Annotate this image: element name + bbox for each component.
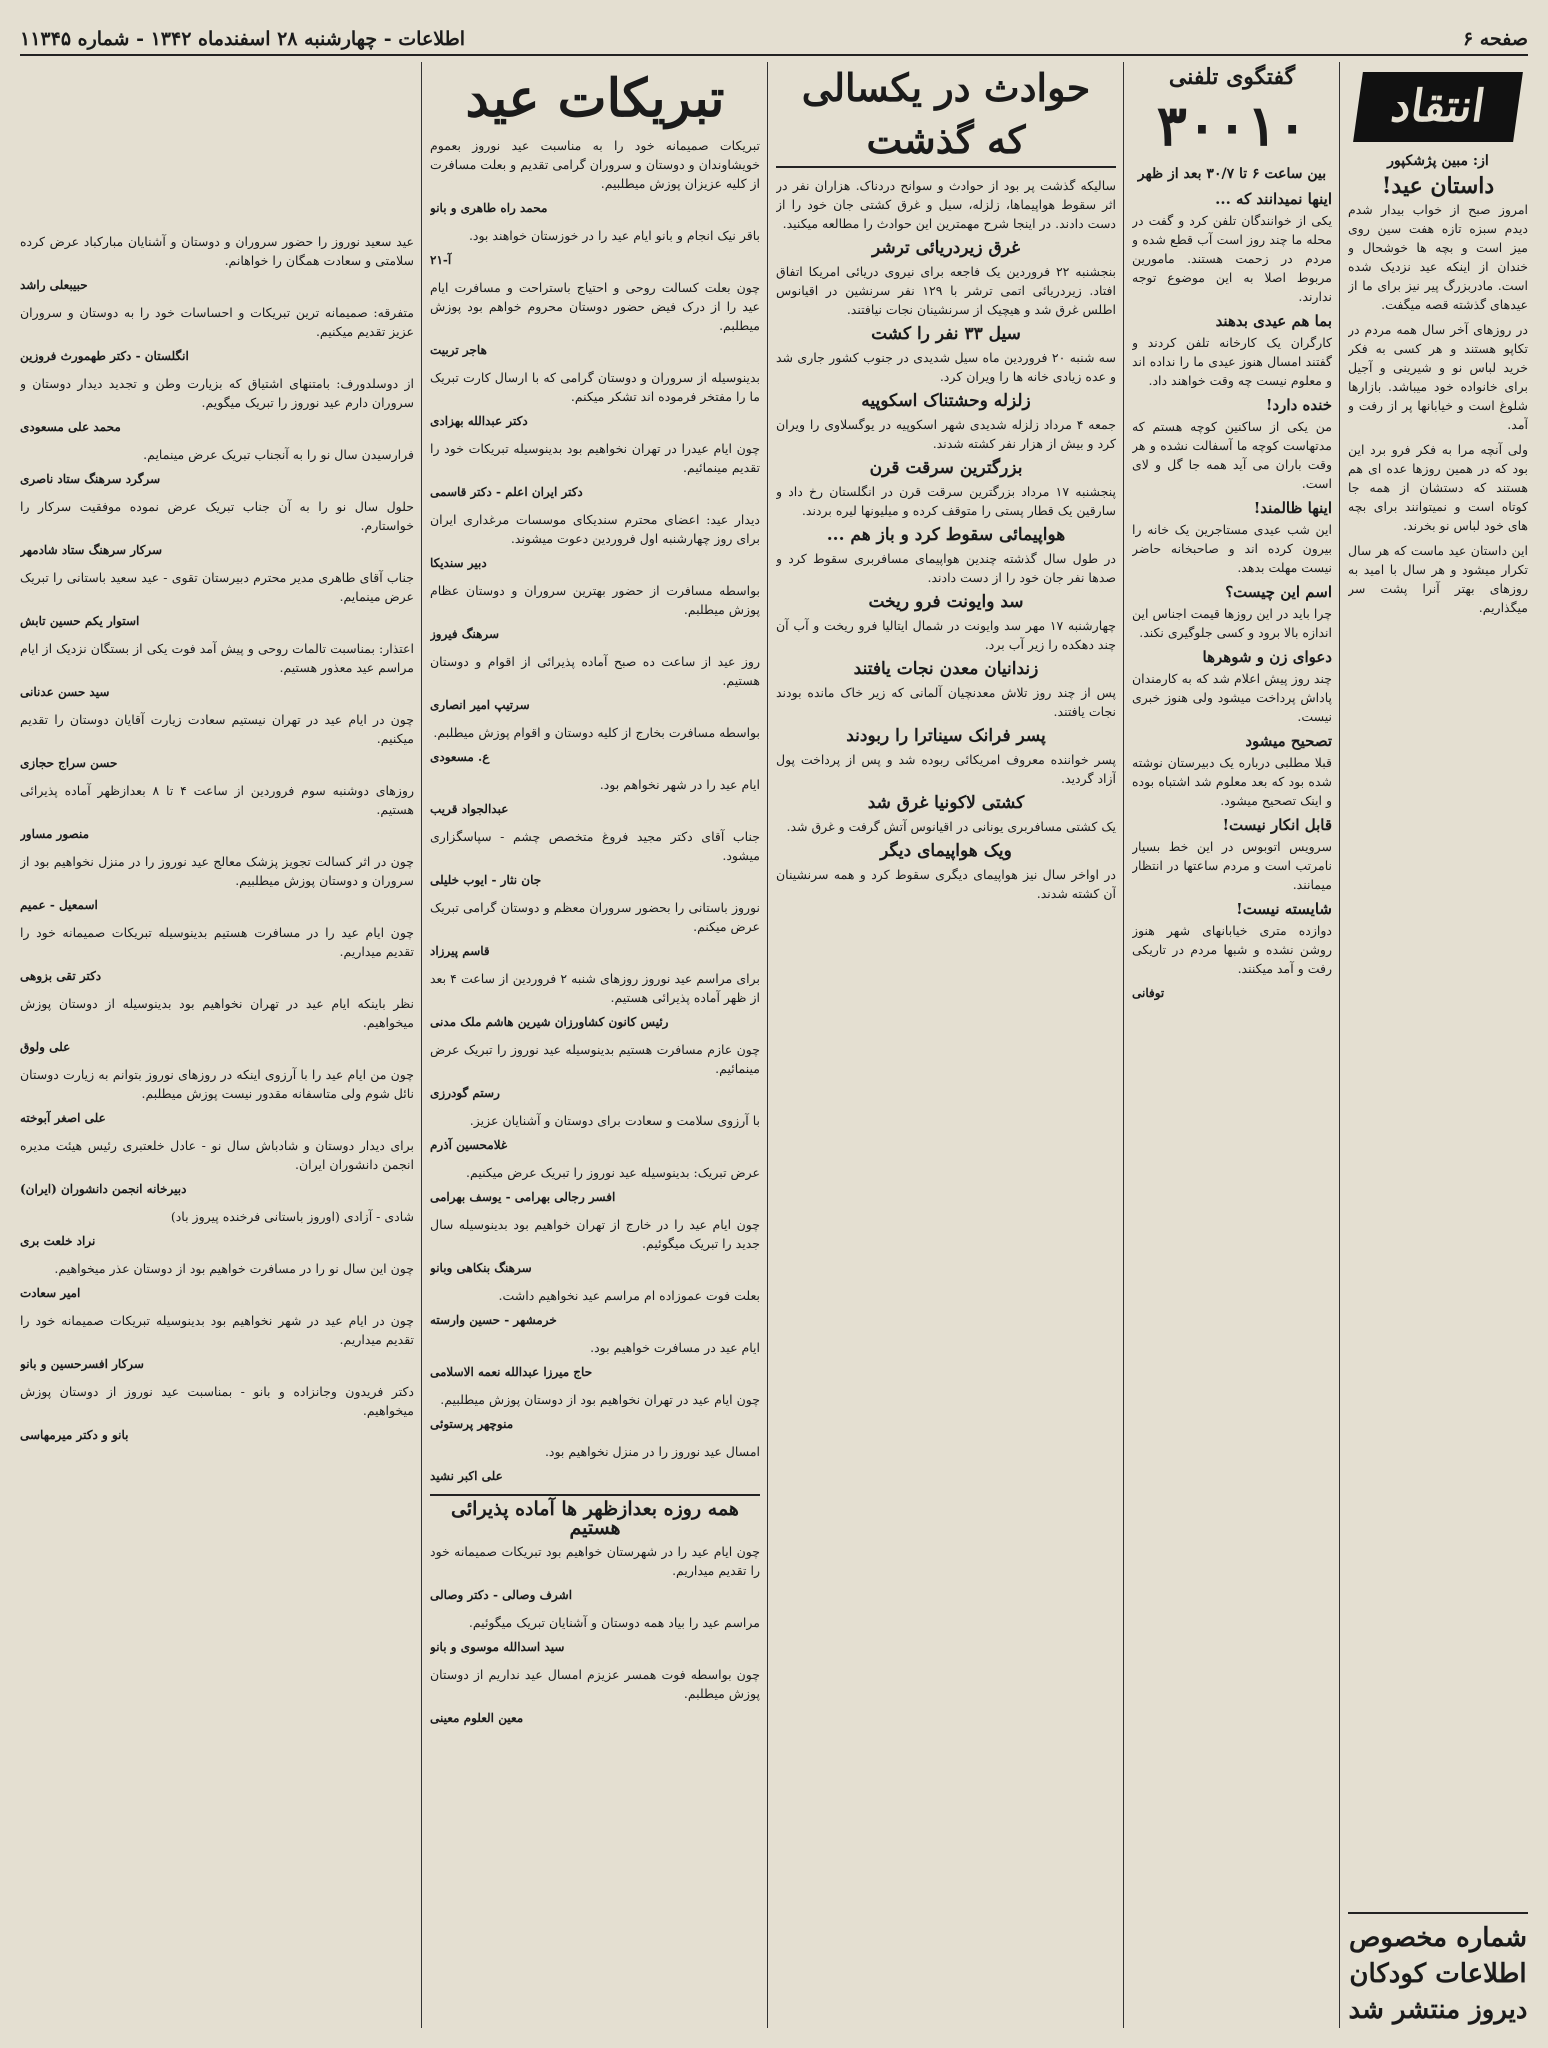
- phone-item-text: دوازده متری خیابانهای شهر هنوز روشن نشده و شبها مردم در تاریکی رفت و آمد میکنند.: [1132, 923, 1332, 976]
- greeting-text: چون ایام عید در تهران نخواهیم بود از دوستان پوزش میطلبیم.: [440, 1392, 760, 1407]
- events-intro: سالیکه گذشت پر بود از حوادث و سوانح دردناک. هزاران نفر در اثر سقوط هواپیماها، زلزله، سیل و غرق کشتی جان خود را از دست دادند. در اینجا شرح مهمترین این حوادث را مطالعه میکنید.: [776, 178, 1116, 231]
- greeting-signature: سرکار افسرحسین و بانو: [20, 1357, 144, 1371]
- greeting-text: جناب آقای دکتر مجید فروغ متخصص چشم - سپاسگزاری میشود.: [430, 829, 760, 863]
- event-heading: سد وایونت فرو ریخت: [868, 592, 1024, 612]
- greeting-text: برای دیدار دوستان و شادباش سال نو - عادل خلعتبری رئیس هیئت مدیره انجمن دانشوران ایران.: [20, 1138, 414, 1172]
- criticism-logo: انتقاد: [1353, 72, 1523, 142]
- greeting-text: تبریکات صمیمانه خود را به مناسبت عید نوروز بعموم خویشاوندان و دوستان و سروران گرامی تقدیم و بعلت مسافرت از کلیه عزیزان پوزش میطلبیم.: [430, 138, 760, 191]
- greeting-text: مراسم عید را بیاد همه دوستان و آشنایان تبریک میگوئیم.: [468, 1615, 760, 1630]
- page-header: [20, 24, 1528, 56]
- phone-item-heading: خنده دارد!: [1265, 396, 1332, 414]
- greetings-title: تبریکات عید: [465, 68, 725, 129]
- greeting-text: بعلت فوت عموزاده ام مراسم عید نخواهیم داشت.: [498, 1288, 760, 1303]
- event-text: در اواخر سال نیز هواپیمای دیگری سقوط کرد و همه سرنشینان آن کشته شدند.: [776, 867, 1116, 901]
- greetings-left-column: [20, 62, 414, 2028]
- greeting-text: چون بواسطه فوت همسر عزیزم امسال عید نداریم از دوستان پوزش میطلبم.: [430, 1667, 760, 1701]
- greeting-text: چون ایام عید را در خارج از تهران خواهیم بود بدینوسیله سال جدید را تبریک میگوئیم.: [430, 1217, 760, 1251]
- greeting-text: عرض تبریک: بدینوسیله عید نوروز را تبریک عرض میکنیم.: [466, 1165, 760, 1180]
- greeting-signature: عبدالجواد قریب: [430, 802, 509, 816]
- column-divider: [1339, 62, 1340, 2028]
- greeting-text: چون این سال نو را در مسافرت خواهیم بود از دوستان عذر میخواهیم.: [54, 1261, 414, 1276]
- kids-issue-box: شماره مخصوص اطلاعات کودکان دیروز منتشر شد: [1348, 1912, 1528, 2028]
- greeting-signature: سید اسدالله موسوی و بانو: [430, 1640, 565, 1654]
- page-number: صفحه ۶: [1462, 28, 1528, 50]
- column-divider: [767, 62, 768, 2028]
- criticism-headline: داستان عید!: [1381, 173, 1495, 199]
- greeting-signature: رستم گودرزی: [430, 1086, 500, 1100]
- criticism-author: از: مبین پژشکپور: [1387, 153, 1489, 169]
- phone-item-heading: دعوای زن و شوهرها: [1202, 648, 1332, 666]
- greeting-signature: معین العلوم معینی: [430, 1711, 524, 1725]
- events-column: [776, 62, 1116, 2028]
- greeting-signature: علی ولوق: [20, 1040, 71, 1054]
- greeting-text: بواسطه مسافرت بخارج از کلیه دوستان و اقوام پوزش میطلبم.: [433, 725, 760, 740]
- event-heading: ویک هواپیمای دیگر: [880, 841, 1012, 861]
- greetings-middle-column: [430, 62, 760, 2028]
- event-text: جمعه ۴ مرداد زلزله شدیدی شهر اسکوپیه در یوگسلاوی را ویران کرد و بیش از هزار نفر کشته شدند.: [776, 417, 1116, 451]
- phone-item-text: چند روز پیش اعلام شد که به کارمندان پاداش پرداخت میشود ولی هنوز خبری نیست.: [1132, 671, 1332, 724]
- greeting-signature: حاج میرزا عبدالله نعمه الاسلامی: [430, 1365, 593, 1379]
- greeting-signature: خرمشهر - حسین وارسته: [430, 1313, 557, 1327]
- event-text: یک کشتی مسافربری یونانی در اقیانوس آتش گرفت و غرق شد.: [786, 819, 1116, 834]
- event-heading: هواپیمائی سقوط کرد و باز هم ...: [826, 525, 1066, 545]
- greeting-text: از دوسلدورف: بامتنهای اشتیاق که بزیارت وطن و تجدید دیدار دوستان و سروران دارم عید نوروز را تبریک میگویم.: [20, 376, 414, 410]
- greeting-text: دکتر فریدون وجانزاده و بانو - بمناسبت عید نوروز از دوستان پوزش میخواهیم.: [20, 1384, 414, 1418]
- greeting-text: بواسطه مسافرت از حضور بهترین سروران و دوستان عظام پوزش میطلبم.: [430, 583, 760, 617]
- issue-info: اطلاعات - چهارشنبه ۲۸ اسفندماه ۱۳۴۲ - شماره ۱۱۳۴۵: [20, 28, 466, 50]
- greeting-signature: دکتر ایران اعلم - دکتر قاسمی: [430, 485, 583, 499]
- greeting-text: جناب آقای طاهری مدیر محترم دبیرستان تقوی - عید سعید باستانی را تبریک عرض مینمایم.: [20, 570, 414, 604]
- greeting-signature: سرهنگ فیروز: [430, 627, 500, 641]
- event-text: پسر خواننده معروف امریکائی ربوده شد و پس از پرداخت پول آزاد گردید.: [776, 752, 1116, 786]
- phone-item-text: سرویس اتوبوس در این خط بسیار نامرتب است و مردم ساعتها در انتظار میمانند.: [1132, 839, 1332, 892]
- greeting-signature: دکتر عبدالله بهزادی: [430, 414, 528, 428]
- greeting-signature: رئیس کانون کشاورزان شیرین هاشم ملک مدنی: [430, 1015, 669, 1029]
- greeting-signature: انگلستان - دکتر طهمورث فروزین: [20, 349, 189, 363]
- greeting-signature: غلامحسین آذرم: [430, 1138, 508, 1152]
- greeting-signature: قاسم پیرزاد: [430, 944, 490, 958]
- phone-item-text: من یکی از ساکنین کوچه هستم که مدتهاست کوچه ما آسفالت نشده و هر وقت باران می آید همه جا گل و لای است.: [1132, 419, 1332, 491]
- greeting-signature: محمد علی مسعودی: [20, 420, 121, 434]
- greeting-text: چون در اثر کسالت تجویز پزشک معالج عید نوروز را در منزل نخواهیم بود از سروران و دوستان پوزش میطلبیم.: [20, 854, 414, 888]
- phone-signature: توفانی: [1132, 986, 1165, 1000]
- phone-item-heading: اینها ظالمند!: [1253, 499, 1332, 517]
- greeting-signature: بانو و دکتر میرمهاسی: [20, 1428, 129, 1442]
- reception-headline: همه روزه بعدازظهر ها آماده پذیرائی هستیم: [430, 1494, 760, 1538]
- event-heading: پسر فرانک سیناترا را ربودند: [846, 726, 1046, 746]
- events-title: حوادث در یکسالی که گذشت: [776, 62, 1116, 168]
- greeting-signature: محمد راه طاهری و بانو: [430, 201, 548, 215]
- phone-item-heading: بما هم عیدی بدهند: [1215, 312, 1332, 330]
- event-text: پنجشنبه ۱۷ مرداد بزرگترین سرقت قرن در انگلستان رخ داد و سارقین یک قطار پستی را متوقف کرده و میلیونها لیره بردند.: [776, 484, 1116, 518]
- phone-number: ۳۰۰۱۰: [1156, 93, 1308, 159]
- greeting-text: ایام عید را در شهر نخواهم بود.: [599, 777, 760, 792]
- greeting-signature: سرگرد سرهنگ ستاد ناصری: [20, 472, 161, 486]
- event-heading: بزرگترین سرقت قرن: [869, 458, 1023, 478]
- greeting-text: باقر نیک انجام و بانو ایام عید را در خوزستان خواهند بود.: [468, 228, 760, 243]
- greeting-text: چون در ایام عید در شهر نخواهیم بود بدینوسیله تبریکات صمیمانه خود را تقدیم میداریم.: [20, 1313, 414, 1347]
- greeting-text: چون بعلت کسالت روحی و احتیاج باستراحت و مسافرت ایام عید را از درک فیض حضور دوستان محروم خواهم بود پوزش میطلبم.: [430, 280, 760, 333]
- greeting-text: برای مراسم عید نوروز روزهای شنبه ۲ فروردین از ساعت ۴ بعد از ظهر آماده پذیرائی هستیم.: [430, 971, 760, 1005]
- phone-item-heading: تصحیح میشود: [1245, 732, 1332, 750]
- phone-item-text: یکی از خوانندگان تلفن کرد و گفت در محله ما چند روز است آب قطع شده و مردم در زحمت هستند. مامورین مربوط اصلا به این موضوع توجه ندارند.: [1132, 213, 1332, 304]
- column-divider: [421, 62, 422, 2028]
- greeting-text: دیدار عید: اعضای محترم سندیکای موسسات مرغداری ایران برای روز چهارشنبه اول فروردین دعوت میشوند.: [430, 512, 760, 546]
- greeting-text: چون ایام عیدرا در تهران نخواهیم بود بدینوسیله تبریکات خود را تقدیم مینمائیم.: [430, 441, 760, 475]
- event-text: چهارشنبه ۱۷ مهر سد وایونت در شمال ایتالیا فرو ریخت و آب آن چند دهکده را زیر آب برد.: [776, 618, 1116, 652]
- phone-item-heading: اینها نمیدانند که ...: [1215, 190, 1332, 208]
- phone-item-text: قبلا مطلبی درباره یک دبیرستان نوشته شده بود که بعد معلوم شد اشتباه بوده و اینک تصحیح میشود.: [1132, 755, 1332, 808]
- phone-item-text: چرا باید در این روزها قیمت اجناس این اندازه بالا برود و کسی جلوگیری نکند.: [1132, 606, 1332, 640]
- event-heading: سیل ۳۳ نفر را کشت: [871, 324, 1021, 344]
- greeting-text: نوروز باستانی را بحضور سروران معظم و دوستان گرامی تبریک عرض میکنم.: [430, 900, 760, 934]
- event-heading: غرق زیردریائی ترشر: [872, 238, 1020, 258]
- greeting-text: چون ایام عید را در شهرستان خواهیم بود تبریکات صمیمانه خود را تقدیم میداریم.: [430, 1544, 760, 1578]
- greeting-text: چون ایام عید را در مسافرت هستیم بدینوسیله تبریکات صمیمانه خود را تقدیم میداریم.: [20, 925, 414, 959]
- greeting-text: با آرزوی سلامت و سعادت برای دوستان و آشنایان عزیز.: [469, 1113, 760, 1128]
- greeting-text: بدینوسیله از سروران و دوستان گرامی که با ارسال کارت تبریک ما را مفتخر فرموده اند تشکر میکنم.: [430, 370, 760, 404]
- greeting-text: اعتذار: بمناسبت تالمات روحی و پیش آمد فوت یکی از بستگان نزدیک از ایام مراسم عید معذور هستیم.: [20, 641, 414, 675]
- greeting-text: چون من ایام عید را با آرزوی اینکه در روزهای نوروز بتوانم به زیارت دوستان نائل شوم ولی متاسفانه مقدور نیست پوزش میطلبم.: [20, 1067, 414, 1101]
- greeting-text: چون عازم مسافرت هستیم بدینوسیله عید نوروز را تبریک عرض مینمائیم.: [430, 1042, 760, 1076]
- event-text: سه شنبه ۲۰ فروردین ماه سیل شدیدی در جنوب کشور جاری شد و عده زیادی خانه ها را ویران کرد.: [776, 350, 1116, 384]
- criticism-paragraph: این داستان عید ماست که هر سال تکرار میشود و هر سال با امید به روزهای بهتر آنرا پشت سر میگذاریم.: [1348, 543, 1528, 615]
- greeting-signature: علی اکبر نشید: [430, 1469, 503, 1483]
- greeting-signature: منصور مساور: [20, 827, 90, 841]
- phone-item-heading: اسم این چیست؟: [1225, 583, 1332, 601]
- phone-item-heading: قابل انکار نیست!: [1222, 816, 1332, 834]
- phone-hours: بین ساعت ۶ تا ۳۰/۷ بعد از ظهر: [1137, 166, 1327, 182]
- phone-column: [1132, 62, 1332, 2028]
- greeting-text: چون در ایام عید در تهران نیستیم سعادت زیارت آقایان دوستان را تقدیم میکنیم.: [20, 712, 414, 746]
- greeting-signature: اشرف وصالی - دکتر وصالی: [430, 1588, 573, 1602]
- greeting-text: عید سعید نوروز را حضور سروران و دوستان و آشنایان مبارکباد عرض کرده سلامتی و سعادت همگان را خواهانم.: [20, 234, 414, 268]
- phone-item-text: این شب عیدی مستاجرین یک خانه را بیرون کرده اند و صاحبخانه حاضر نیست مهلت بدهد.: [1132, 522, 1332, 575]
- criticism-paragraph: امروز صبح از خواب بیدار شدم دیدم سبزه تازه هفت سین روی میز است و بچه ها خوشحال و خندان از اینکه عید نزدیک شده است. مادربزرگ پیر نیز برای ما از عیدهای گذشته قصه میگفت.: [1348, 202, 1528, 312]
- event-heading: زندانیان معدن نجات یافتند: [853, 659, 1039, 679]
- greeting-signature: ع. مسعودی: [430, 750, 490, 764]
- event-text: بنجشنبه ۲۲ فروردین یک فاجعه برای نیروی دریائی امریکا اتفاق افتاد. زیردریائی اتمی ترشر با ۱۲۹ نفر سرنشین در اقیانوس اطلس غرق شد و هیچیک از سرنشینان نجات نیافتند.: [776, 264, 1116, 317]
- greeting-text: امسال عید نوروز را در منزل نخواهیم بود.: [544, 1444, 760, 1459]
- greeting-signature: افسر رجالی بهرامی - یوسف بهرامی: [430, 1190, 616, 1204]
- greeting-text: ایام عید در مسافرت خواهیم بود.: [590, 1340, 760, 1355]
- greeting-signature: امیر سعادت: [20, 1286, 81, 1300]
- greeting-signature: دکتر تقی بزوهی: [20, 969, 102, 983]
- greeting-signature: سرهنگ بنکاهی وبانو: [430, 1261, 532, 1275]
- greeting-text: روز عید از ساعت ده صبح آماده پذیرائی از اقوام و دوستان هستیم.: [430, 654, 760, 688]
- greeting-signature: علی اصغر آبوخته: [20, 1111, 106, 1125]
- greeting-signature: سید حسن عدنانی: [20, 685, 110, 699]
- greeting-text: روزهای دوشنبه سوم فروردین از ساعت ۴ تا ۸ بعدازظهر آماده پذیرائی هستیم.: [20, 783, 414, 817]
- phone-item-heading: شایسته نیست!: [1236, 900, 1332, 918]
- event-heading: زلزله وحشتناک اسکوپیه: [861, 391, 1031, 411]
- greeting-signature: استوار یکم حسین تابش: [20, 614, 140, 628]
- column-divider: [1123, 62, 1124, 2028]
- phone-item-text: کارگران یک کارخانه تلفن کردند و گفتند امسال هنوز عیدی ما را نداده اند و معلوم نیست چه وقت خواهند داد.: [1132, 335, 1332, 388]
- greeting-signature: دبیرخانه انجمن دانشوران (ایران): [20, 1182, 187, 1196]
- greeting-text: حلول سال نو را به آن جناب تبریک عرض نموده موفقیت سرکار را خواستارم.: [20, 499, 414, 533]
- greeting-signature: هاجر تربیت: [430, 343, 487, 357]
- event-heading: کشتی لاکونیا غرق شد: [867, 793, 1025, 813]
- greeting-text: نظر باینکه ایام عید در تهران نخواهیم بود بدینوسیله از دوستان پوزش میخواهیم.: [20, 996, 414, 1030]
- greeting-signature: سرتیپ امیر انصاری: [430, 698, 530, 712]
- phone-title: گفتگوی تلفنی: [1168, 64, 1296, 90]
- criticism-paragraph: ولی آنچه مرا به فکر فرو برد این بود که در همین روزها عده ای هم هستند که دستشان از همه جا کوتاه است و نمیتوانند برای بچه های خود لباس نو بخرند.: [1348, 442, 1528, 533]
- greeting-signature: اسمعیل - عمیم: [20, 898, 98, 912]
- criticism-paragraph: در روزهای آخر سال همه مردم در تکاپو هستند و هر کسی به فکر خرید لباس نو و شیرینی و آجیل برای خانواده خود میباشد. بازارها شلوغ است و خیابانها پر از رفت و آمد.: [1348, 322, 1528, 432]
- greeting-signature: جان نثار - ایوب خلیلی: [430, 873, 542, 887]
- greeting-signature: منوچهر پرستوئی: [430, 1417, 514, 1431]
- greeting-text: شادی - آزادی (اوروز باستانی فرخنده پیروز باد): [170, 1209, 414, 1224]
- greeting-signature: سرکار سرهنگ ستاد شادمهر: [20, 543, 163, 557]
- greeting-signature: حسن سراج حجازی: [20, 756, 118, 770]
- greeting-signature: دبیر سندیکا: [430, 556, 487, 570]
- event-text: پس از چند روز تلاش معدنچیان آلمانی که زیر خاک مانده بودند نجات یافتند.: [776, 685, 1116, 719]
- criticism-column: [1348, 62, 1528, 2028]
- greeting-text: متفرقه: صمیمانه ترین تبریکات و احساسات خود را به دوستان و سروران عزیز تقدیم میکنیم.: [20, 305, 414, 339]
- event-text: در طول سال گذشته چندین هواپیمای مسافربری سقوط کرد و صدها نفر جان خود را از دست دادند.: [776, 551, 1116, 585]
- greeting-signature: حبیبعلی راشد: [20, 278, 88, 292]
- greeting-signature: آ-۲۱: [430, 253, 452, 267]
- greeting-text: فرارسیدن سال نو را به آنجناب تبریک عرض مینمایم.: [143, 447, 414, 462]
- greeting-signature: نراد خلعت بری: [20, 1234, 96, 1248]
